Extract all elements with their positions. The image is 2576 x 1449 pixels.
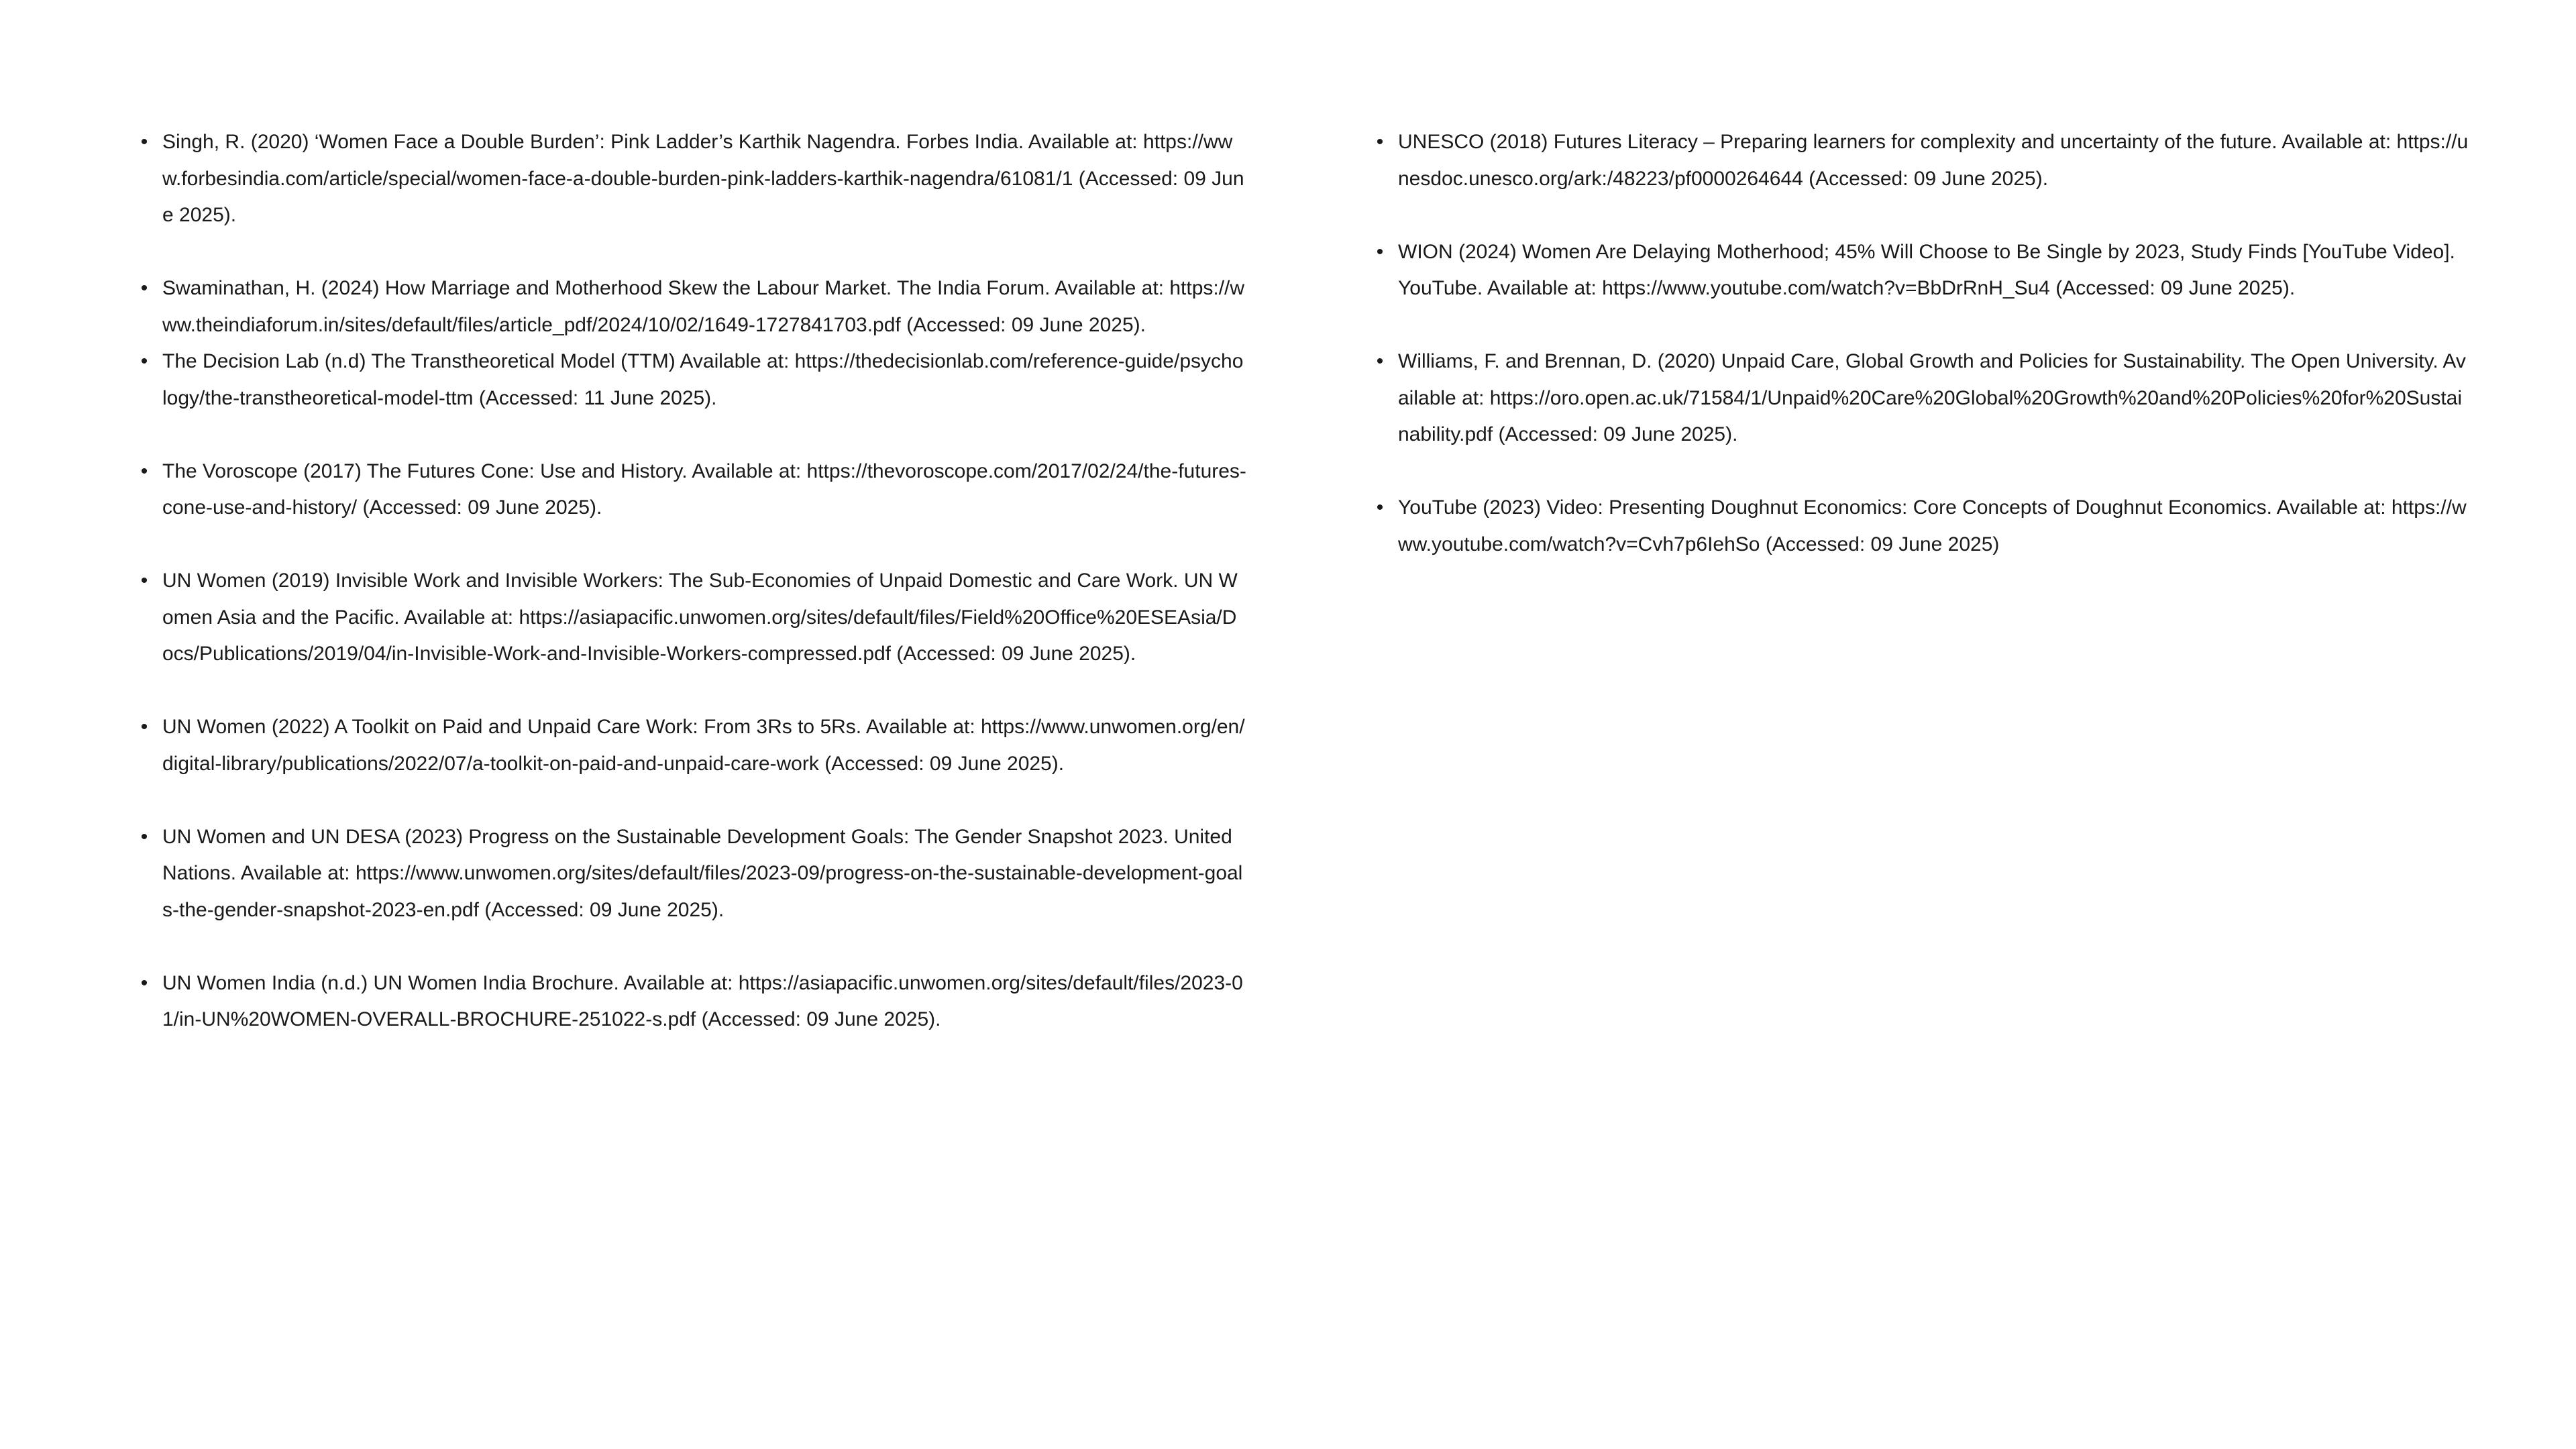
bullet-icon: • xyxy=(140,350,148,372)
bullet-icon: • xyxy=(1376,240,1384,263)
reference-item xyxy=(134,819,1248,929)
reference-item xyxy=(134,343,1248,417)
reference-item xyxy=(1370,124,2470,197)
reference-item xyxy=(1370,490,2470,563)
reference-list-right xyxy=(1370,124,2470,563)
reference-text: UN Women India (n.d.) UN Women India Brochure. Available at: https://asiapacific.unwomen.org/sites/default/files/2023-01/in-UN%20WOMEN-OVERALL-BROCHURE-251022-s.pdf (Accessed: 09 June 2025). xyxy=(162,971,1243,1030)
reference-item xyxy=(134,270,1248,343)
reference-column-left xyxy=(134,124,1248,1075)
bullet-icon: • xyxy=(140,277,148,299)
reference-text: UNESCO (2018) Futures Literacy – Preparing learners for complexity and uncertainty of the future. Available at: https://unesdoc.unesco.org/ark:/48223/pf0000264644 (Accessed: 09 June 2025). xyxy=(1398,131,2469,190)
bullet-icon: • xyxy=(140,570,148,592)
reference-item xyxy=(134,563,1248,673)
reference-item xyxy=(134,124,1248,234)
reference-column-right xyxy=(1370,124,2470,600)
reference-text: Williams, F. and Brennan, D. (2020) Unpaid Care, Global Growth and Policies for Sustainability. The Open University. Available at: https://oro.open.ac.uk/71584/1/Unpaid%20Care%20Global%20Growth%20and%20Policies%20for%20Sustainability.pdf (Accessed: 09 June 2025). xyxy=(1398,350,2466,445)
reference-item xyxy=(134,453,1248,527)
bullet-icon: • xyxy=(140,971,148,994)
reference-text: WION (2024) Women Are Delaying Motherhood; 45% Will Choose to Be Single by 2023, Study Finds [YouTube Video]. YouTube. Available at: https://www.youtube.com/watch?v=BbDrRnH_Su4 (Accessed: 09 June 2025). xyxy=(1398,240,2455,299)
reference-item xyxy=(134,965,1248,1038)
bullet-icon: • xyxy=(140,716,148,738)
reference-text: Swaminathan, H. (2024) How Marriage and Motherhood Skew the Labour Market. The India Forum. Available at: https://www.theindiaforum.in/sites/default/files/article_pdf/2024/10/02/1649-1727841703.pdf (Accessed: 09 June 2025). xyxy=(162,277,1245,336)
reference-text: YouTube (2023) Video: Presenting Doughnut Economics: Core Concepts of Doughnut Economics. Available at: https://www.youtube.com/watch?v=Cvh7p6IehSo (Accessed: 09 June 2025) xyxy=(1398,496,2467,555)
reference-item xyxy=(1370,234,2470,307)
bullet-icon: • xyxy=(1376,131,1384,153)
reference-text: UN Women and UN DESA (2023) Progress on the Sustainable Development Goals: The Gender Snapshot 2023. United Nations. Available at: https://www.unwomen.org/sites/default/files/2023-09/progress-on-the-sustainable-development-goals-the-gender-snapshot-2023-en.pdf (Accessed: 09 June 2025). xyxy=(162,825,1243,921)
bullet-icon: • xyxy=(140,460,148,482)
reference-list-left xyxy=(134,124,1248,1038)
bullet-icon: • xyxy=(1376,496,1384,519)
bullet-icon: • xyxy=(140,131,148,153)
reference-item xyxy=(1370,343,2470,453)
reference-text: UN Women (2022) A Toolkit on Paid and Unpaid Care Work: From 3Rs to 5Rs. Available at: https://www.unwomen.org/en/digital-library/publications/2022/07/a-toolkit-on-paid-and-unpaid-care-work (Accessed: 09 June 2025). xyxy=(162,716,1245,775)
reference-item xyxy=(134,709,1248,782)
reference-text: The Voroscope (2017) The Futures Cone: Use and History. Available at: https://thevoroscope.com/2017/02/24/the-futures-cone-use-and-history/ (Accessed: 09 June 2025). xyxy=(162,460,1246,519)
reference-text: UN Women (2019) Invisible Work and Invisible Workers: The Sub-Economies of Unpaid Domestic and Care Work. UN Women Asia and the Pacific. Available at: https://asiapacific.unwomen.org/sites/default/files/Field%20Office%20ESEAsia/Docs/Publications/2019/04/in-Invisible-Work-and-Invisible-Workers-compressed.pdf (Accessed: 09 June 2025). xyxy=(162,570,1238,665)
bullet-icon: • xyxy=(140,825,148,848)
reference-text: The Decision Lab (n.d) The Transtheoretical Model (TTM) Available at: https://thedecisionlab.com/reference-guide/psychology/the-transtheoretical-model-ttm (Accessed: 11 June 2025). xyxy=(162,350,1244,409)
reference-text: Singh, R. (2020) ‘Women Face a Double Burden’: Pink Ladder’s Karthik Nagendra. Forbes India. Available at: https://www.forbesindia.com/article/special/women-face-a-double-burden-pink-ladders-karthik-nagendra/61081/1 (Accessed: 09 June 2025). xyxy=(162,131,1244,226)
bullet-icon: • xyxy=(1376,350,1384,372)
